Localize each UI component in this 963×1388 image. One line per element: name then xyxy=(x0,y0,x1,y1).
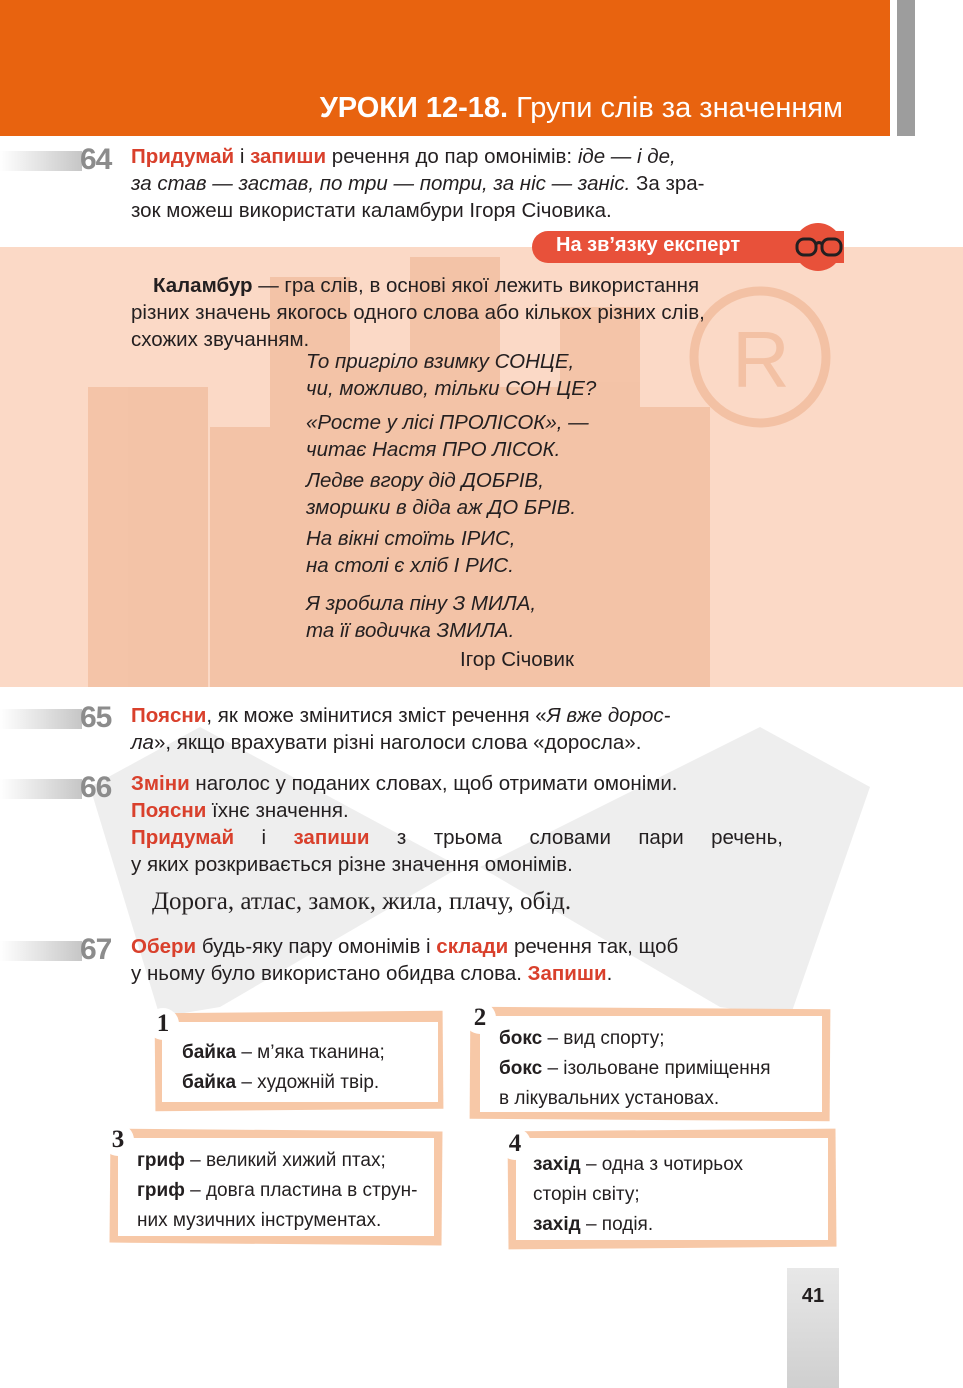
meaning: – ізольоване приміщення xyxy=(542,1058,771,1079)
card-text xyxy=(533,1150,743,1240)
keyword: запиши xyxy=(293,826,370,849)
meaning: сторін світу; xyxy=(533,1184,640,1205)
meaning: – довга пластина в струн- xyxy=(184,1180,418,1201)
homonym-word: байка xyxy=(182,1042,237,1063)
card-number: 2 xyxy=(464,1002,496,1034)
keyword: склади xyxy=(436,935,509,958)
meaning: в лікувальних установах. xyxy=(499,1088,720,1109)
keyword: Обери xyxy=(131,935,197,958)
meaning: – одна з чотирьох xyxy=(580,1154,744,1175)
task-number: 65 xyxy=(80,701,112,734)
keyword: Придумай xyxy=(131,145,235,168)
header-side-stripe xyxy=(897,0,915,136)
keyword: Поясни xyxy=(131,704,207,727)
expert-label: На зв’язку експерт xyxy=(556,234,741,256)
keyword: Поясни xyxy=(131,799,207,822)
keyword: запиши xyxy=(250,145,327,168)
text: у ньому було використано обидва слова. xyxy=(131,962,528,985)
task-65-text xyxy=(131,702,783,756)
keyword: Придумай xyxy=(131,826,235,849)
page-number: 41 xyxy=(801,1285,825,1307)
justified-line xyxy=(131,824,783,851)
verse-line: Ледве вгору дід ДОБРІВ, xyxy=(306,469,544,492)
homonym-word: гриф xyxy=(137,1150,185,1171)
task-number: 66 xyxy=(80,771,112,804)
verse-line: чи, можливо, тільки СОН ЦЕ? xyxy=(306,377,597,400)
card-text xyxy=(499,1024,771,1114)
definition xyxy=(131,272,821,353)
pun-verse xyxy=(306,348,596,402)
verse-line: на столі є хліб І РИС. xyxy=(306,554,514,577)
text: зок можеш використати каламбури Ігоря Січовика. xyxy=(131,199,612,222)
sentence: Я вже дорос- xyxy=(546,704,671,727)
verse-line: читає Настя ПРО ЛІСОК. xyxy=(306,438,561,461)
lesson-number: УРОКИ 12-18. xyxy=(319,92,509,124)
card-number: 1 xyxy=(147,1008,179,1040)
homonym-word: захід xyxy=(533,1214,581,1235)
task-67-text xyxy=(131,933,783,987)
svg-text:R: R xyxy=(732,315,790,404)
text: у яких розкривається різне значення омонімів. xyxy=(131,853,573,876)
text: , як може змінитися зміст речення « xyxy=(206,704,547,727)
meaning: – подія. xyxy=(580,1214,654,1235)
pun-verse xyxy=(306,409,589,463)
task-number: 64 xyxy=(80,143,112,176)
homonym-pairs: за став — застав, по три — потри, за ніс — заніс. xyxy=(131,172,631,195)
lesson-title xyxy=(320,92,843,125)
task-number: 67 xyxy=(80,933,112,966)
text: . xyxy=(606,962,613,985)
homonym-word: бокс xyxy=(499,1058,543,1079)
homonym-word: бокс xyxy=(499,1028,543,1049)
homonym-pair: іде — і де, xyxy=(577,145,676,168)
verse-line: На вікні стоїть ІРИС, xyxy=(306,527,516,550)
text: з трьома словами пари речень, xyxy=(369,826,783,849)
term: Каламбур xyxy=(153,274,253,297)
author: Ігор Січовик xyxy=(460,648,574,671)
homonym-word: гриф xyxy=(137,1180,185,1201)
text: За зра- xyxy=(630,172,705,195)
text: речення так, щоб xyxy=(508,935,679,958)
task-64-text xyxy=(131,143,783,224)
card-number: 4 xyxy=(499,1128,531,1160)
task-marker-bar xyxy=(0,941,82,961)
text: їхнє значення. xyxy=(206,799,349,822)
keyword: Зміни xyxy=(131,772,190,795)
task-marker-bar xyxy=(0,779,82,799)
meaning: – великий хижий птах; xyxy=(184,1150,386,1171)
homonym-word: захід xyxy=(533,1154,581,1175)
text: і xyxy=(234,826,294,849)
text: », якщо врахувати різні наголоси слова «доросла». xyxy=(153,731,642,754)
card-text xyxy=(182,1038,385,1098)
text: різних значень якогось одного слова або кількох різних слів, xyxy=(131,301,705,324)
pun-verse xyxy=(306,467,576,521)
homonym-word: байка xyxy=(182,1072,237,1093)
card-number: 3 xyxy=(102,1124,134,1156)
word-list: Дорога, атлас, замок, жила, плачу, обід. xyxy=(152,888,572,915)
meaning: – вид спорту; xyxy=(542,1028,665,1049)
glasses-icon xyxy=(794,233,844,261)
text: і xyxy=(234,145,251,168)
verse-line: та її водичка ЗМИЛА. xyxy=(306,619,515,642)
text: будь-яку пару омонімів і xyxy=(196,935,437,958)
verse-line: «Росте у лісі ПРОЛІСОК», — xyxy=(306,411,589,434)
text: схожих звучанням. xyxy=(131,328,310,351)
verse-line: зморшки в діда аж ДО БРІВ. xyxy=(306,496,577,519)
keyword: Запиши xyxy=(527,962,607,985)
task-66-text xyxy=(131,770,783,878)
lesson-topic: Групи слів за значенням xyxy=(508,92,843,124)
task-marker-bar xyxy=(0,709,82,729)
verse-line: Я зробила піну З МИЛА, xyxy=(306,592,537,615)
meaning: них музичних інструментах. xyxy=(137,1210,382,1231)
text: наголос у поданих словах, щоб отримати омоніми. xyxy=(189,772,678,795)
meaning: – м’яка тканина; xyxy=(236,1042,385,1063)
pun-verse xyxy=(306,525,516,579)
verse-line: То пригріло взимку СОНЦЕ, xyxy=(306,350,575,373)
sentence: ла xyxy=(131,731,154,754)
task-marker-bar xyxy=(0,151,82,171)
card-text xyxy=(137,1146,417,1236)
text: — гра слів, в основі якої лежить використання xyxy=(252,274,700,297)
meaning: – художній твір. xyxy=(236,1072,380,1093)
text: речення до пар омонімів: xyxy=(326,145,578,168)
pun-verse xyxy=(306,590,536,644)
